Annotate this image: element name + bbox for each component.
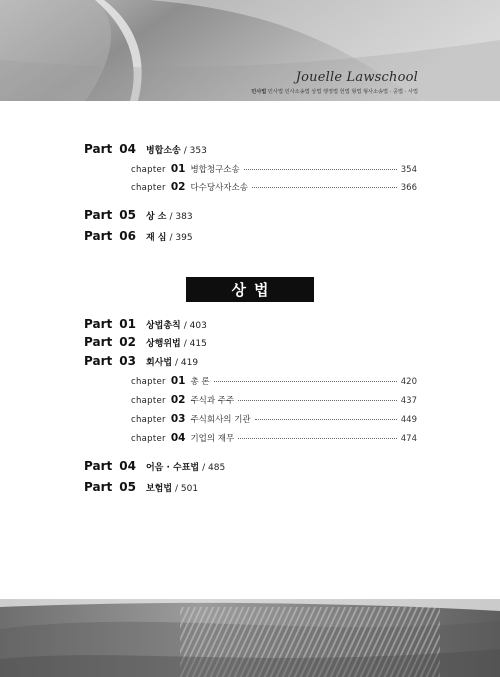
chapter-page: 420 [400,377,417,387]
dot-leader [238,400,397,401]
page-footer [0,599,500,677]
part-label: Part [84,208,113,222]
dot-leader [252,187,397,188]
part-label: Part [84,229,113,243]
chapter-label: chapter [131,183,166,193]
part-title: 보험법 [145,484,173,494]
chapter-number: 02 [170,394,186,406]
part-number: 06 [119,229,136,243]
part-number: 04 [119,459,136,473]
part-number: 03 [119,354,136,368]
page-header [0,0,500,101]
toc-chapter [131,375,417,389]
footer-background [0,599,500,677]
part-page: / 419 [175,358,199,368]
part-page: / 501 [175,484,199,494]
part-label: Part [84,459,113,473]
part-label: Part [84,317,113,331]
part-number: 05 [119,480,136,494]
chapter-title: 다수당사자소송 [190,183,248,193]
toc-part [84,354,198,370]
chapter-label: chapter [131,415,166,425]
part-title: 상법총칙 [145,321,181,331]
part-title: 병합소송 [145,146,181,156]
dot-leader [214,381,397,382]
chapter-number: 01 [170,163,186,175]
part-page: / 383 [169,212,193,222]
part-page: / 485 [202,463,226,473]
toc-part [84,317,207,333]
chapter-number: 04 [170,432,186,444]
dot-leader [255,419,397,420]
part-label: Part [84,480,113,494]
brand-logo-text: Jouelle Lawschool [295,70,418,85]
toc-chapter [131,163,417,177]
toc-part [84,142,207,158]
part-page: / 353 [183,146,207,156]
toc-part [84,335,207,351]
part-page: / 395 [169,233,193,243]
part-label: Part [84,335,113,349]
toc-chapter [131,413,417,427]
chapter-title: 기업의 재무 [190,434,235,444]
chapter-page: 437 [400,396,417,406]
chapter-page: 366 [400,183,417,193]
dot-leader [238,438,397,439]
part-title: 회사법 [145,358,173,368]
chapter-title: 병합청구소송 [190,165,240,175]
dot-leader [244,169,397,170]
part-title: 재 심 [145,233,167,243]
toc-part [84,229,193,245]
chapter-title: 주식과 주주 [190,396,235,406]
brand-subtitle-rest: 민사법 민사소송법 상법 행정법 헌법 형법 형사소송법 · 공법 · 사법 [267,89,418,95]
toc-part [84,480,198,496]
part-title: 상행위법 [145,339,181,349]
part-page: / 403 [183,321,207,331]
toc-part [84,208,193,224]
section-banner [186,277,314,302]
toc-chapter [131,181,417,195]
brand-subtitle [251,88,418,95]
chapter-label: chapter [131,396,166,406]
chapter-page: 474 [400,434,417,444]
part-title: 상 소 [145,212,167,222]
toc-chapter [131,432,417,446]
chapter-label: chapter [131,377,166,387]
part-number: 01 [119,317,136,331]
header-background [0,0,500,101]
part-title: 어음 · 수표법 [145,463,200,473]
chapter-number: 03 [170,413,186,425]
part-number: 04 [119,142,136,156]
section-banner-title: 상법 [231,281,277,299]
part-number: 05 [119,208,136,222]
part-label: Part [84,142,113,156]
chapter-page: 354 [400,165,417,175]
chapter-number: 01 [170,375,186,387]
toc-chapter [131,394,417,408]
brand-subtitle-bold: 민사법 [251,89,267,95]
toc-part [84,459,225,475]
chapter-number: 02 [170,181,186,193]
chapter-title: 주식회사의 기관 [190,415,251,425]
chapter-page: 449 [400,415,417,425]
part-label: Part [84,354,113,368]
part-page: / 415 [183,339,207,349]
part-number: 02 [119,335,136,349]
chapter-label: chapter [131,434,166,444]
chapter-label: chapter [131,165,166,175]
chapter-title: 총 론 [190,377,210,387]
